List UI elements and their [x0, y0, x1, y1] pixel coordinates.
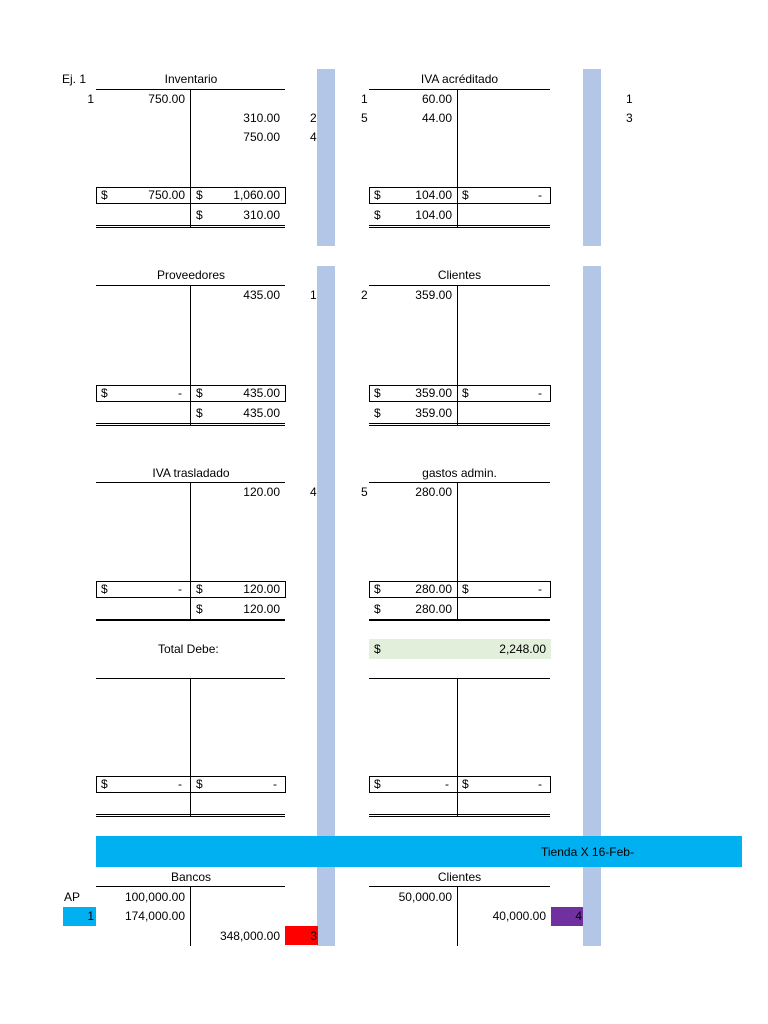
entry-ref: 4	[310, 485, 317, 499]
column-separator	[583, 69, 601, 246]
debit-amount: 60.00	[421, 92, 452, 106]
credit-amount: 435.00	[243, 288, 280, 302]
credit-amount: 40,000.00	[492, 909, 546, 923]
balance: 104.00	[415, 208, 452, 222]
entry-ref: 1	[87, 92, 94, 106]
account-title: IVA acréditado	[420, 72, 499, 86]
currency-symbol: $	[196, 582, 203, 596]
currency-symbol: $	[374, 406, 381, 420]
entry-ref: 2	[361, 288, 368, 302]
total-debit: 750.00	[148, 188, 185, 202]
currency-symbol: $	[101, 386, 108, 400]
entry-ref: 1	[87, 909, 94, 923]
currency-symbol: $	[196, 777, 203, 791]
debit-amount: 50,000.00	[398, 890, 452, 904]
credit-amount: 310.00	[243, 111, 280, 125]
account-title: Proveedores	[156, 268, 226, 282]
currency-symbol: $	[374, 208, 381, 222]
total-debit: -	[178, 777, 182, 791]
debit-amount: 280.00	[415, 485, 452, 499]
currency-symbol: $	[196, 602, 203, 616]
total-debe-amount: 2,248.00	[499, 642, 546, 656]
account-title: Inventario	[164, 72, 218, 86]
entry-ref: 2	[310, 111, 317, 125]
account-title: Clientes	[437, 870, 482, 884]
currency-symbol: $	[101, 188, 108, 202]
entry-ref: 3	[310, 929, 317, 943]
total-debit: -	[178, 386, 182, 400]
currency-symbol: $	[374, 777, 381, 791]
total-credit: -	[538, 777, 542, 791]
balance: 359.00	[415, 406, 452, 420]
debit-amount: 750.00	[148, 92, 185, 106]
total-debit: 359.00	[415, 386, 452, 400]
entry-ref: 4	[310, 130, 317, 144]
debit-amount: 174,000.00	[124, 909, 185, 923]
entry-ref: 1	[361, 92, 368, 106]
total-credit: 1,060.00	[233, 188, 280, 202]
currency-symbol: $	[462, 582, 469, 596]
credit-amount: 750.00	[243, 130, 280, 144]
currency-symbol: $	[101, 582, 108, 596]
currency-symbol: $	[374, 386, 381, 400]
debit-amount: 100,000.00	[124, 890, 185, 904]
total-debit: -	[445, 777, 449, 791]
total-debit: -	[178, 582, 182, 596]
entry-ref: 5	[361, 485, 368, 499]
currency-symbol: $	[196, 386, 203, 400]
account-title: gastos admin.	[422, 466, 497, 480]
total-credit: 435.00	[243, 386, 280, 400]
currency-symbol: $	[374, 602, 381, 616]
total-credit: -	[538, 582, 542, 596]
side-ref: 3	[626, 111, 633, 125]
credit-amount: 348,000.00	[219, 929, 280, 943]
account-title: IVA trasladado	[152, 466, 230, 480]
currency-symbol: $	[462, 777, 469, 791]
currency-symbol: $	[374, 642, 381, 656]
entry-ref: 4	[575, 909, 582, 923]
debit-amount: 359.00	[415, 288, 452, 302]
entry-ref: 1	[310, 288, 317, 302]
currency-symbol: $	[196, 208, 203, 222]
currency-symbol: $	[374, 582, 381, 596]
total-credit: -	[538, 188, 542, 202]
entry-ref: 5	[361, 111, 368, 125]
total-credit: -	[538, 386, 542, 400]
currency-symbol: $	[462, 386, 469, 400]
balance: 280.00	[415, 602, 452, 616]
total-credit: -	[273, 777, 277, 791]
section-banner	[96, 836, 742, 867]
balance: 435.00	[243, 406, 280, 420]
total-debit: 104.00	[415, 188, 452, 202]
currency-symbol: $	[462, 188, 469, 202]
total-debit: 280.00	[415, 582, 452, 596]
exercise-label: Ej. 1	[62, 72, 87, 86]
row-label: AP	[64, 890, 81, 904]
balance: 120.00	[243, 602, 280, 616]
column-separator	[317, 69, 335, 246]
currency-symbol: $	[101, 777, 108, 791]
account-title: Bancos	[170, 870, 212, 884]
debit-amount: 44.00	[421, 111, 452, 125]
currency-symbol: $	[196, 188, 203, 202]
credit-amount: 120.00	[243, 485, 280, 499]
currency-symbol: $	[196, 406, 203, 420]
account-title: Clientes	[437, 268, 482, 282]
currency-symbol: $	[374, 188, 381, 202]
side-ref: 1	[626, 92, 633, 106]
banner-text: Tienda X 16-Feb-	[541, 845, 634, 859]
balance: 310.00	[243, 208, 280, 222]
total-debe-label: Total Debe:	[158, 642, 219, 656]
total-credit: 120.00	[243, 582, 280, 596]
